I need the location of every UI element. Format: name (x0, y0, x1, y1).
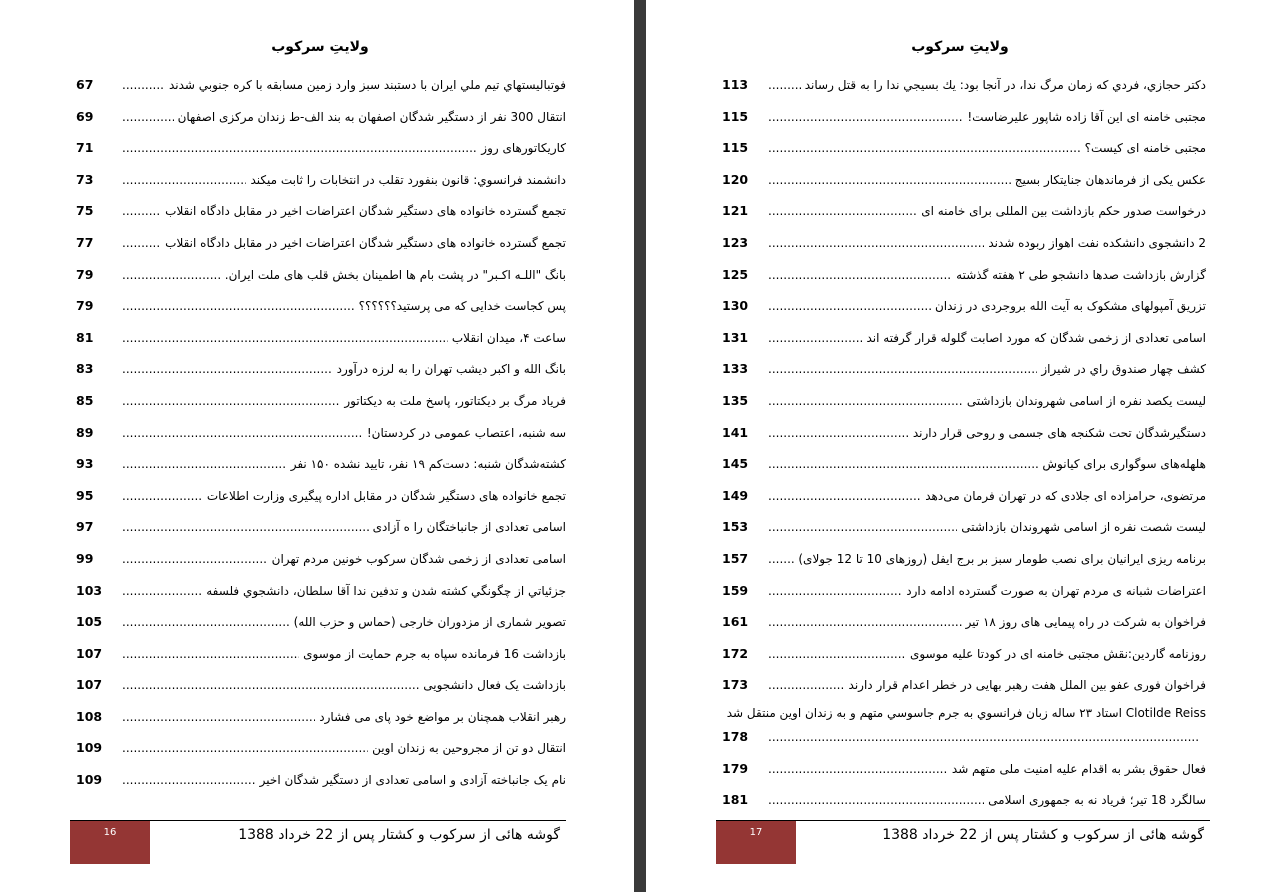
toc-entry-page: 130 (722, 298, 749, 314)
toc-entry-title: برنامه ریزی ایرانیان برای نصب طومار سبز بر برج ایفل (روزهای 10 تا 12 جولای) (798, 551, 1206, 566)
book-gutter (634, 0, 646, 892)
toc-entry-page: 141 (722, 424, 749, 440)
toc-entry (722, 607, 1206, 639)
toc-entry-title: درخواست صدور حکم بازداشت بین المللی برای خامنه ای (921, 204, 1206, 219)
toc-leader-dots (768, 139, 1081, 157)
toc-entry (722, 670, 1206, 702)
footer-book-title: گوشه هائی از سرکوب و کشتار پس از 22 خرداد 1388 (882, 827, 1204, 843)
page-header-title: ولایتِ سرکوب (911, 39, 1009, 55)
toc-entry-page: 81 (76, 329, 94, 345)
toc-leader-dots (122, 645, 299, 663)
toc-entry (722, 639, 1206, 671)
toc-leader-dots (122, 613, 290, 631)
toc-leader-dots (122, 360, 333, 378)
toc-entry-page: 89 (76, 424, 94, 440)
toc-entry (722, 165, 1206, 197)
toc-entry (722, 512, 1206, 544)
toc-entry-title: انتقال 300 نفر از دستگیر شدگان اصفهان به بند الف-ط زندان مرکزی اصفهان (177, 109, 566, 124)
toc-entry-title: سه شنبه، اعتصاب عمومی در کردستان! (366, 425, 566, 440)
toc-entry-page: 79 (76, 266, 94, 282)
toc-entry-page: 95 (76, 487, 94, 503)
toc-entry (76, 386, 566, 418)
toc-entry-title: Clotilde Reiss استاد ۲۳ ساله زبان فرانسوي به جرم جاسوسي متهم و به زندان اوين منتقل شد (726, 705, 1206, 720)
toc-entry-page: 131 (722, 329, 749, 345)
toc-entry (76, 418, 566, 450)
toc-entry-title: رهبر انقلاب همچنان بر مواضع خود پای می فشارد (319, 709, 566, 724)
toc-entry (76, 544, 566, 576)
toc-entry-title: مرتضوی، حرامزاده ای جلادی که در تهران فرمان می‌دهد (925, 488, 1206, 503)
toc-entry-title: عکس یکی از فرماندهان جنایتکار بسیج (1014, 172, 1206, 187)
toc-entry-page: 109 (76, 740, 103, 756)
toc-leader-dots (768, 613, 962, 631)
toc-leader-dots (768, 728, 1198, 746)
page-footer (70, 820, 566, 864)
toc-entry-title: بازداشت 16 فرمانده سپاه به جرم حمایت از موسوی (303, 646, 566, 661)
toc-entry-page: 121 (722, 203, 749, 219)
toc-leader-dots (768, 392, 963, 410)
toc-entry-title: فریاد مرگ بر دیکتاتور، پاسخ ملت به دیکتاتور (344, 393, 566, 408)
toc-leader-dots (122, 487, 203, 505)
toc-entry-page: 181 (722, 792, 749, 808)
toc-entry (76, 133, 566, 165)
toc-entry-title: دانشمند فرانسوي: قانون بنفورد تقلب در انتخابات را ثابت میکند (250, 172, 566, 187)
toc-leader-dots (122, 582, 202, 600)
toc-entry-title: هلهله‌های سوگواری برای کیانوش (1042, 457, 1206, 472)
toc-leader-dots (122, 76, 165, 94)
toc-entry-page: 113 (722, 77, 749, 92)
toc-entry (722, 354, 1206, 386)
toc-entry-title: لیست شصت نفره از اسامی شهروندان بازداشتی (961, 520, 1206, 535)
toc-entry (76, 165, 566, 197)
toc-entry-title: 2 دانشجوی دانشکده نفت اهواز ربوده شدند (988, 235, 1206, 250)
toc-entry (76, 102, 566, 134)
toc-entry-title: دستگیرشدگان تحت شکنجه های جسمی و روحی قرار دارند (912, 425, 1206, 440)
toc-entry (722, 418, 1206, 450)
toc-leader-dots (122, 266, 221, 284)
footer-page-number: 16 (70, 821, 150, 864)
toc-entry-page: 159 (722, 582, 749, 598)
toc-entry (76, 323, 566, 355)
toc-leader-dots (768, 76, 801, 94)
toc-leader-dots (768, 645, 906, 663)
page-footer (716, 820, 1210, 864)
toc-entry-title: سالگرد 18 تیر؛ فریاد نه به جمهوری اسلامی (988, 793, 1206, 808)
toc-leader-dots (122, 234, 161, 252)
toc-leader-dots (768, 518, 957, 536)
toc-page-right (646, 0, 1278, 892)
toc-entry (722, 260, 1206, 292)
toc-entry-title: بانگ "اللـه اکـبر" در پشت بام ها اطمینان بخش قلب های ملت ایران. (224, 267, 566, 282)
toc-leader-dots (122, 297, 355, 315)
toc-entry (722, 133, 1206, 165)
toc-leader-dots (122, 739, 368, 757)
toc-leader-dots (122, 676, 419, 694)
toc-entry (722, 323, 1206, 355)
toc-entry-title: گزارش بازداشت صدها دانشجو طی ۲ هفته گذشته (956, 267, 1206, 282)
toc-entry (722, 754, 1206, 786)
toc-leader-dots (768, 108, 963, 126)
toc-leader-dots (768, 329, 862, 347)
toc-entry-title: انتقال دو تن از مجروحین به زندان اوین (372, 741, 566, 756)
toc-entry-title: نام یک جانباخته آزادی و اسامی تعدادی از دستگیر شدگان اخیر (259, 773, 566, 788)
toc-leader-dots (122, 518, 369, 536)
toc-entry-title: اسامی تعدادی از جانباختگان را ه آزادی (372, 520, 566, 535)
toc-entry (76, 512, 566, 544)
toc-entry-page: 71 (76, 140, 94, 156)
toc-entry-title: جزئیاتي از چگونگي کشته شدن و تدفین ندا آقا سلطان، دانشجوي فلسفه (206, 583, 566, 598)
toc-entry (722, 576, 1206, 608)
toc-leader-dots (768, 582, 902, 600)
toc-entry (76, 607, 566, 639)
toc-leader-dots (122, 329, 448, 347)
toc-entry (76, 228, 566, 260)
toc-leader-dots (122, 708, 315, 726)
toc-entry-title: لیست یکصد نفره از اسامی شهروندان بازداشتی (966, 393, 1206, 408)
toc-entry-page: 103 (76, 582, 103, 598)
toc-leader-dots (768, 487, 921, 505)
toc-entry (76, 639, 566, 671)
toc-entry-page: 123 (722, 234, 749, 250)
toc-entry-page: 120 (722, 171, 749, 187)
toc-leader-dots (768, 550, 794, 568)
toc-entry-page: 79 (76, 298, 94, 314)
toc-entry (722, 449, 1206, 481)
footer-book-title: گوشه هائی از سرکوب و کشتار پس از 22 خرداد 1388 (238, 827, 560, 843)
toc-leader-dots (122, 202, 161, 220)
toc-entry-page: 73 (76, 171, 94, 187)
toc-leader-dots (768, 760, 948, 778)
toc-entry-title: ساعت ۴، میدان انقلاب (451, 330, 566, 345)
toc-leader-dots (122, 424, 363, 442)
toc-list (722, 70, 1206, 817)
toc-entry-page: 105 (76, 614, 103, 630)
toc-entry-title: مجتبی خامنه ای این آقا زاده شاپور علیرضاست! (967, 109, 1206, 124)
toc-entry-title: بانگ الله و اکبر دیشب تهران را به لرزه درآورد (336, 362, 566, 377)
toc-entry (722, 102, 1206, 134)
toc-entry (722, 291, 1206, 323)
toc-entry-title: دکتر حجازي، فردي که زمان مرگ ندا، در آنجا بود: یك بسیجي ندا را به قتل رساند (804, 78, 1206, 92)
toc-leader-dots (768, 360, 1037, 378)
toc-entry-title: اسامی تعدادی از زخمی شدگان سرکوب خونین مردم تهران (271, 551, 566, 566)
toc-leader-dots (768, 266, 952, 284)
footer-page-number: 17 (716, 821, 796, 864)
toc-entry-page: 173 (722, 677, 749, 693)
toc-entry-title: تجمع خانواده های دستگیر شدگان در مقابل اداره پیگیری وزارت اطلاعات (206, 488, 566, 503)
toc-entry-page: 178 (722, 728, 749, 744)
toc-entry-page: 97 (76, 519, 94, 535)
toc-entry-page: 107 (76, 677, 103, 693)
toc-entry (76, 765, 566, 797)
toc-leader-dots (768, 171, 1011, 189)
toc-entry-page: 109 (76, 772, 103, 788)
toc-entry (722, 702, 1206, 754)
toc-entry-page: 172 (722, 645, 749, 661)
toc-entry-title: فراخوان فوری عفو بین الملل هفت رهبر بهایی در خطر اعدام قرار دارند (848, 678, 1206, 693)
toc-entry-title: اعتراضات شبانه ی مردم تهران به صورت گسترده ادامه دارد (906, 583, 1206, 598)
toc-entry-page: 107 (76, 645, 103, 661)
toc-entry (76, 733, 566, 765)
toc-entry-title: فوتبالیستهاي تیم ملي ایران با دستبند سبز وارد زمین مسابقه با کره جنوبي شدند (168, 78, 566, 92)
toc-entry-page: 99 (76, 550, 94, 566)
toc-entry-title: تجمع گسترده خانواده های دستگیر شدگان اعتراضات اخیر در مقابل دادگاه انقلاب (165, 204, 566, 219)
toc-entry-title: فعال حقوق بشر به اقدام علیه امنیت ملی متهم شد (951, 761, 1206, 776)
toc-entry-page: 85 (76, 392, 94, 408)
toc-entry (76, 481, 566, 513)
toc-page-left (0, 0, 634, 892)
toc-entry-page: 115 (722, 108, 749, 124)
toc-entry-title: مجتبی خامنه ای کیست؟ (1084, 141, 1206, 156)
toc-entry (722, 386, 1206, 418)
toc-entry (76, 670, 566, 702)
toc-entry (722, 70, 1206, 102)
toc-leader-dots (768, 455, 1038, 473)
toc-entry-page: 67 (76, 77, 94, 92)
toc-entry (76, 196, 566, 228)
toc-leader-dots (768, 297, 931, 315)
toc-leader-dots (122, 139, 477, 157)
toc-entry-page: 93 (76, 456, 94, 472)
toc-entry-page: 125 (722, 266, 749, 282)
toc-leader-dots (768, 234, 984, 252)
toc-entry-title: کشته‌شدگان شنبه: دست‌کم ۱۹ نفر، تایید نشده ۱۵۰ نفر (290, 457, 566, 472)
toc-entry-page: 161 (722, 614, 749, 630)
toc-entry (722, 196, 1206, 228)
toc-leader-dots (768, 202, 917, 220)
toc-entry-page: 135 (722, 392, 749, 408)
toc-leader-dots (122, 392, 340, 410)
toc-leader-dots (122, 771, 256, 789)
toc-entry (76, 70, 566, 102)
toc-leader-dots (122, 108, 174, 126)
page-header-title: ولایتِ سرکوب (271, 39, 369, 55)
toc-entry (76, 702, 566, 734)
toc-entry (76, 449, 566, 481)
toc-entry-page: 179 (722, 760, 749, 776)
toc-entry-page: 145 (722, 456, 749, 472)
toc-entry-page: 133 (722, 361, 749, 377)
toc-entry-page: 108 (76, 708, 103, 724)
toc-entry-page: 115 (722, 140, 749, 156)
toc-entry-title: تصویر شماری از مزدوران خارجی (حماس و حزب الله) (293, 615, 566, 630)
toc-entry (76, 576, 566, 608)
toc-entry-page: 77 (76, 234, 94, 250)
toc-list (76, 70, 566, 797)
toc-entry (76, 291, 566, 323)
toc-leader-dots (122, 550, 268, 568)
toc-entry-title: بازداشت یک فعال دانشجویی (423, 678, 566, 693)
toc-entry-title: کشف چهار صندوق راي در شیراز (1041, 362, 1206, 377)
toc-leader-dots (768, 424, 909, 442)
toc-entry-title: فراخوان به شرکت در راه پیمایی های روز ۱۸ تیر (965, 615, 1206, 630)
toc-entry-page: 149 (722, 487, 749, 503)
toc-entry (722, 481, 1206, 513)
toc-entry-title: تزریق آمپولهای مشکوک به آیت الله بروجردی در زندان (934, 299, 1206, 314)
toc-entry (722, 785, 1206, 817)
toc-entry-title: اسامی تعدادی از زخمی شدگان که مورد اصابت گلوله قرار گرفته اند (866, 330, 1206, 345)
toc-entry-page: 69 (76, 108, 94, 124)
toc-entry-page: 157 (722, 550, 749, 566)
toc-entry-title: روزنامه گاردین:نقش مجتبی خامنه ای در کودتا علیه موسوی (909, 646, 1206, 661)
toc-entry-page: 153 (722, 519, 749, 535)
toc-entry-title: پس کجاست خدایی که می پرستید؟؟؟؟؟؟ (358, 299, 566, 314)
toc-entry (76, 260, 566, 292)
toc-entry (722, 544, 1206, 576)
toc-entry-title: تجمع گسترده خانواده های دستگیر شدگان اعتراضات اخیر در مقابل دادگاه انقلاب (165, 235, 566, 250)
toc-leader-dots (122, 455, 287, 473)
toc-entry-page: 75 (76, 203, 94, 219)
toc-leader-dots (768, 676, 845, 694)
toc-entry-page: 83 (76, 361, 94, 377)
toc-leader-dots (768, 791, 984, 809)
toc-entry (722, 228, 1206, 260)
toc-leader-dots (122, 171, 246, 189)
toc-entry (76, 354, 566, 386)
toc-entry-title: کاریکاتورهای روز (481, 141, 566, 156)
